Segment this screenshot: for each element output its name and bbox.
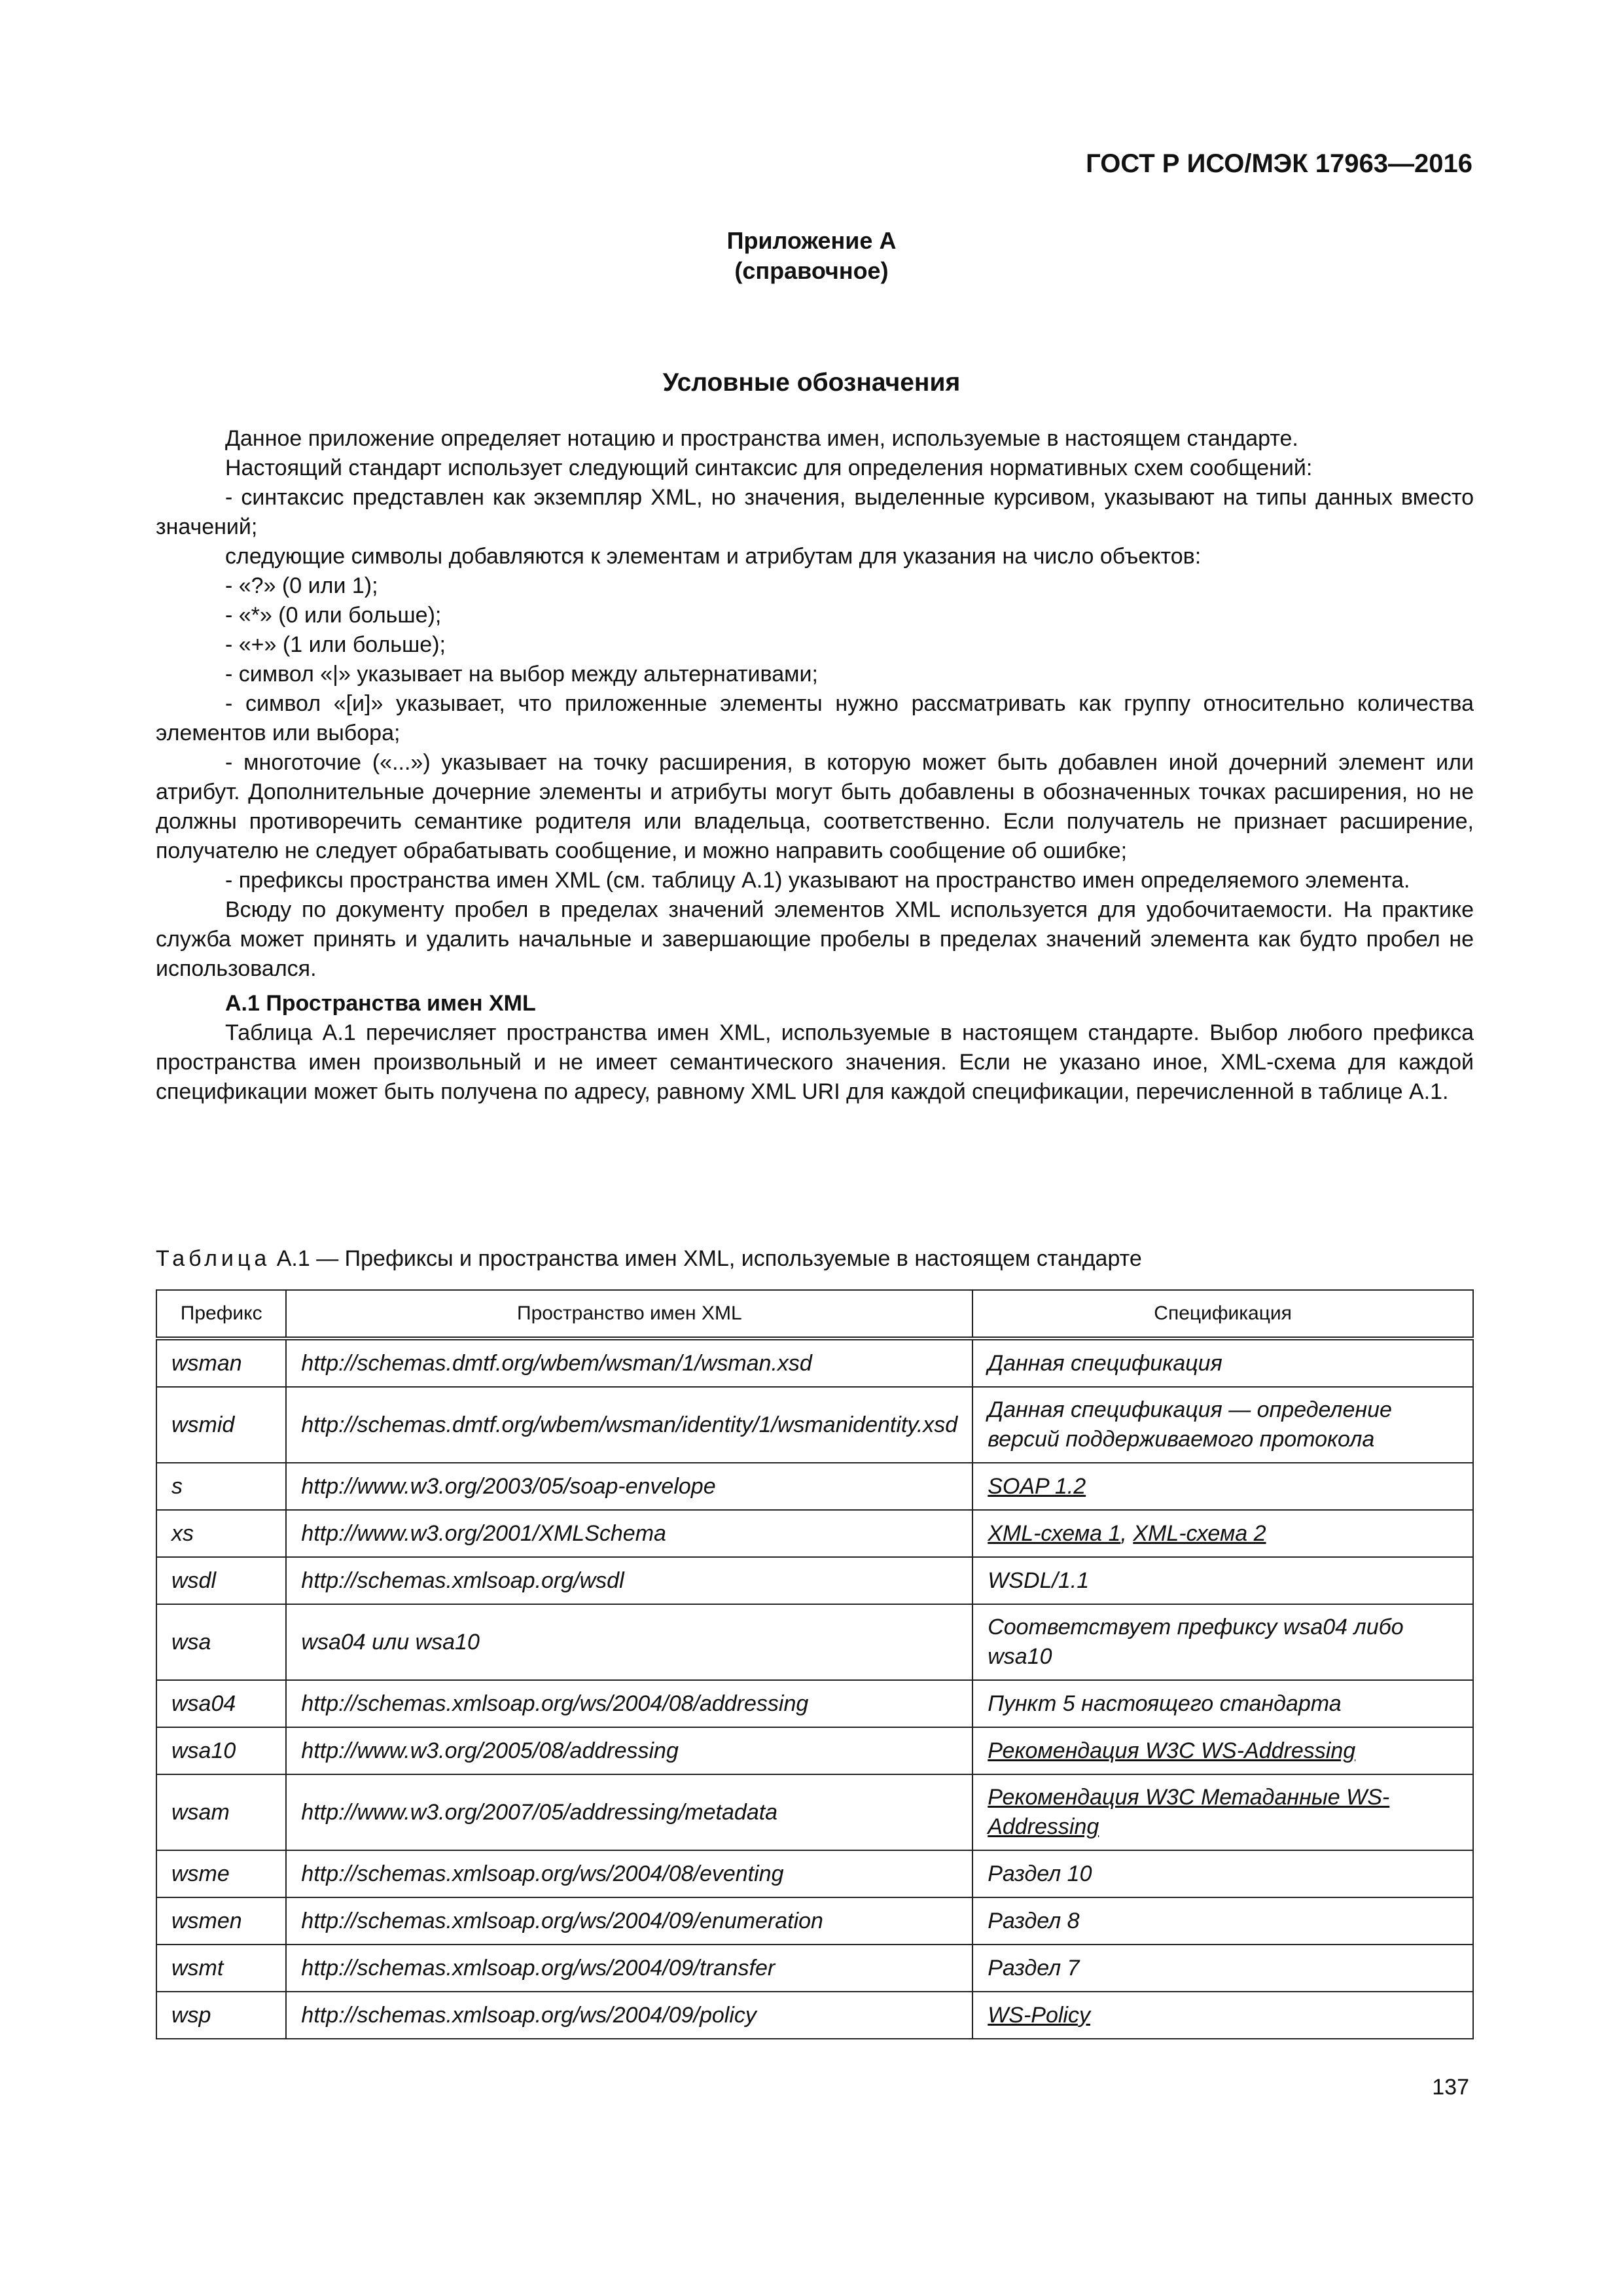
document-code: ГОСТ Р ИСО/МЭК 17963—2016 <box>1086 149 1472 178</box>
specification-cell <box>972 1510 1473 1557</box>
list-item: - символ «|» указывает на выбор между альтернативами; <box>225 662 818 687</box>
list-item: - символ «[и]» указывает, что приложенные элементы нужно рассматривать как группу относительно количества элементов или выбора; <box>156 691 1474 745</box>
list-item: - многоточие («...») указывает на точку расширения, в которую может быть добавлен иной дочерний элемент или атрибут. Дополнительные дочерние элементы и атрибуты могут быть добавлены в обозначенных точках расширения, но не должны противоречить семантике родителя или владельца, соответственно. Если получатель не признает расширение, получателю не следует обрабатывать сообщение, и можно направить сообщение об ошибке; <box>156 750 1474 863</box>
table-row <box>156 1557 1473 1604</box>
table-row <box>156 1774 1473 1850</box>
namespace-cell: http://schemas.dmtf.org/wbem/wsman/1/wsman.xsd <box>286 1338 972 1387</box>
specification-link[interactable]: WS-Policy <box>988 2002 1090 2028</box>
specification-link[interactable]: XML-схема 2 <box>1133 1520 1266 1546</box>
paragraph: Данное приложение определяет нотацию и пространства имен, используемые в настоящем стандарте. <box>225 426 1298 451</box>
specification-cell: Данная спецификация <box>972 1338 1473 1387</box>
namespace-cell: http://www.w3.org/2005/08/addressing <box>286 1727 972 1774</box>
annex-heading <box>0 226 1623 286</box>
table-row <box>156 1945 1473 1992</box>
namespaces-table <box>156 1289 1474 2039</box>
specification-cell: Раздел 10 <box>972 1850 1473 1897</box>
specification-cell <box>972 1992 1473 2039</box>
table-row <box>156 1680 1473 1727</box>
namespace-cell: wsa04 или wsa10 <box>286 1604 972 1680</box>
column-header-specification: Спецификация <box>972 1290 1473 1338</box>
paragraph: Таблица А.1 перечисляет пространства имен XML, используемые в настоящем стандарте. Выбор любого префикса пространства имен произвольный и не имеет семантического значения. Если не указано иное, XML-схема для каждой спецификации может быть получена по адресу, равному XML URI для каждой спецификации, перечисленной в таблице А.1. <box>156 1020 1474 1104</box>
prefix-cell: wsmen <box>156 1897 286 1945</box>
prefix-cell: wsmid <box>156 1387 286 1463</box>
paragraph: следующие символы добавляются к элементам и атрибутам для указания на число объектов: <box>225 544 1202 569</box>
list-item: - «*» (0 или больше); <box>225 603 442 628</box>
prefix-cell: wsam <box>156 1774 286 1850</box>
column-header-namespace: Пространство имен XML <box>286 1290 972 1338</box>
specification-link[interactable]: Рекомендация W3C Метаданные WS-Addressing <box>988 1785 1390 1839</box>
table-row <box>156 1727 1473 1774</box>
prefix-cell: wsa10 <box>156 1727 286 1774</box>
namespace-cell: http://schemas.xmlsoap.org/wsdl <box>286 1557 972 1604</box>
namespace-cell: http://www.w3.org/2007/05/addressing/metadata <box>286 1774 972 1850</box>
paragraph: Настоящий стандарт использует следующий синтаксис для определения нормативных схем сообщений: <box>225 456 1313 480</box>
annex-title: Приложение А <box>726 227 897 254</box>
paragraph: - синтаксис представлен как экземпляр XML, но значения, выделенные курсивом, указывают на типы данных вместо значений; <box>156 485 1474 539</box>
table-row <box>156 1338 1473 1387</box>
namespace-cell: http://schemas.xmlsoap.org/ws/2004/09/policy <box>286 1992 972 2039</box>
section-title: Условные обозначения <box>662 368 961 397</box>
prefix-cell: wsmt <box>156 1945 286 1992</box>
prefix-cell: wsman <box>156 1338 286 1387</box>
paragraph: Всюду по документу пробел в пределах значений элементов XML используется для удобочитаемости. На практике служба может принять и удалить начальные и завершающие пробелы в пределах значений элемента как будто пробел не использовался. <box>156 897 1474 981</box>
namespace-cell: http://www.w3.org/2001/XMLSchema <box>286 1510 972 1557</box>
prefix-cell: wsp <box>156 1992 286 2039</box>
specification-cell: Раздел 7 <box>972 1945 1473 1992</box>
specification-link[interactable]: SOAP 1.2 <box>988 1473 1086 1499</box>
subsection-title: А.1 Пространства имен XML <box>225 991 536 1016</box>
table-header-row <box>156 1290 1473 1338</box>
specification-cell <box>972 1774 1473 1850</box>
table-row <box>156 1510 1473 1557</box>
namespace-cell: http://schemas.dmtf.org/wbem/wsman/identity/1/wsmanidentity.xsd <box>286 1387 972 1463</box>
specification-cell: WSDL/1.1 <box>972 1557 1473 1604</box>
prefix-cell: s <box>156 1463 286 1510</box>
column-header-prefix: Префикс <box>156 1290 286 1338</box>
table-caption-label: Таблица <box>156 1246 271 1271</box>
list-item: - «+» (1 или больше); <box>225 632 446 657</box>
page-number: 137 <box>1432 2075 1469 2100</box>
table-row <box>156 1387 1473 1463</box>
namespace-cell: http://schemas.xmlsoap.org/ws/2004/08/addressing <box>286 1680 972 1727</box>
prefix-cell: wsdl <box>156 1557 286 1604</box>
separator: , <box>1120 1520 1133 1546</box>
table-row <box>156 1463 1473 1510</box>
namespace-cell: http://schemas.xmlsoap.org/ws/2004/09/enumeration <box>286 1897 972 1945</box>
prefix-cell: wsa04 <box>156 1680 286 1727</box>
specification-cell <box>972 1727 1473 1774</box>
table-row <box>156 1992 1473 2039</box>
body-text <box>156 424 1474 1107</box>
namespace-cell: http://schemas.xmlsoap.org/ws/2004/09/transfer <box>286 1945 972 1992</box>
namespace-cell: http://schemas.xmlsoap.org/ws/2004/08/eventing <box>286 1850 972 1897</box>
specification-link[interactable]: Рекомендация W3C WS-Addressing <box>988 1738 1356 1763</box>
table-row <box>156 1604 1473 1680</box>
specification-cell: Соответствует префиксу wsa04 либо wsa10 <box>972 1604 1473 1680</box>
prefix-cell: wsme <box>156 1850 286 1897</box>
specification-cell: Пункт 5 настоящего стандарта <box>972 1680 1473 1727</box>
table-row <box>156 1897 1473 1945</box>
prefix-cell: wsa <box>156 1604 286 1680</box>
table-caption <box>156 1246 1142 1272</box>
annex-subtitle: (справочное) <box>734 257 889 284</box>
prefix-cell: xs <box>156 1510 286 1557</box>
list-item: - «?» (0 или 1); <box>225 573 378 598</box>
namespace-cell: http://www.w3.org/2003/05/soap-envelope <box>286 1463 972 1510</box>
specification-link[interactable]: XML-схема 1 <box>988 1520 1121 1546</box>
table-caption-text: А.1 — Префиксы и пространства имен XML, используемые в настоящем стандарте <box>270 1246 1142 1271</box>
specification-cell: Данная спецификация — определение версий поддерживаемого протокола <box>972 1387 1473 1463</box>
specification-cell <box>972 1463 1473 1510</box>
list-item: - префиксы пространства имен XML (см. таблицу А.1) указывают на пространство имен определяемого элемента. <box>225 868 1410 893</box>
specification-cell: Раздел 8 <box>972 1897 1473 1945</box>
table-row <box>156 1850 1473 1897</box>
